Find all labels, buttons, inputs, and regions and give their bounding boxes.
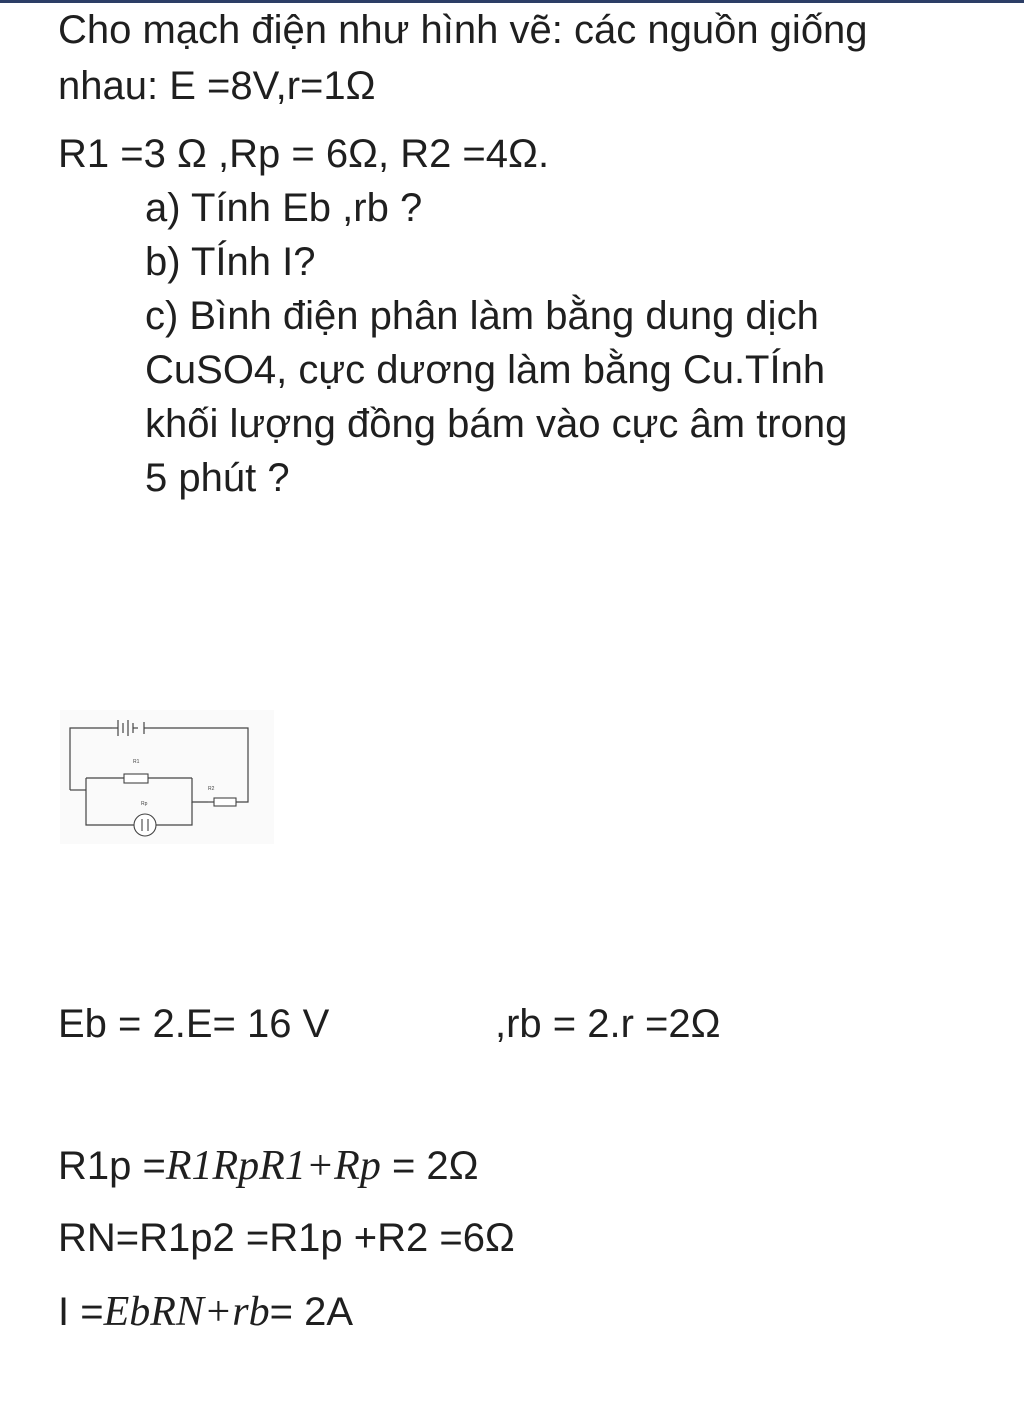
rp-label: Rp <box>141 801 148 807</box>
problem-line-3: R1 =3 Ω ,Rp = 6Ω, R2 =4Ω. <box>58 132 550 176</box>
r2-label: R2 <box>208 786 215 792</box>
question-c-line-4: 5 phút ? <box>145 456 290 500</box>
question-c-line-3: khối lượng đồng bám vào cực âm trong <box>145 402 848 446</box>
i-result: = 2A <box>269 1290 354 1334</box>
solution-i <box>58 1286 353 1338</box>
question-c-line-1: c) Bình điện phân làm bằng dung dịch <box>145 294 819 338</box>
r2-resistor <box>214 798 236 806</box>
question-c-line-2: CuSO4, cực dương làm bằng Cu.TÍnh <box>145 348 826 392</box>
r1p-result: = 2Ω <box>380 1144 479 1188</box>
question-a: a) Tính Eb ,rb ? <box>145 186 423 230</box>
r1-label: R1 <box>133 759 140 765</box>
i-formula: EbRN+rb <box>103 1289 270 1335</box>
r1p-prefix: R1p = <box>58 1144 166 1188</box>
solution-rb: ,rb = 2.r =2Ω <box>495 1002 721 1046</box>
solution-eb: Eb = 2.E= 16 V <box>58 1002 330 1046</box>
i-prefix: I = <box>58 1290 104 1334</box>
circuit-diagram <box>60 710 274 844</box>
problem-line-1: Cho mạch điện như hình vẽ: các nguồn giống <box>58 8 868 52</box>
rp-cell <box>134 814 156 836</box>
problem-line-2: nhau: E =8V,r=1Ω <box>58 64 376 108</box>
r1-resistor <box>124 774 148 783</box>
question-b: b) TÍnh I? <box>145 240 316 284</box>
solution-rn: RN=R1p2 =R1p +R2 =6Ω <box>58 1216 515 1260</box>
top-accent-bar <box>0 0 1024 3</box>
circuit-svg <box>60 710 274 844</box>
r1p-formula: R1RpR1+Rp <box>165 1143 381 1189</box>
solution-r1p <box>58 1140 479 1192</box>
